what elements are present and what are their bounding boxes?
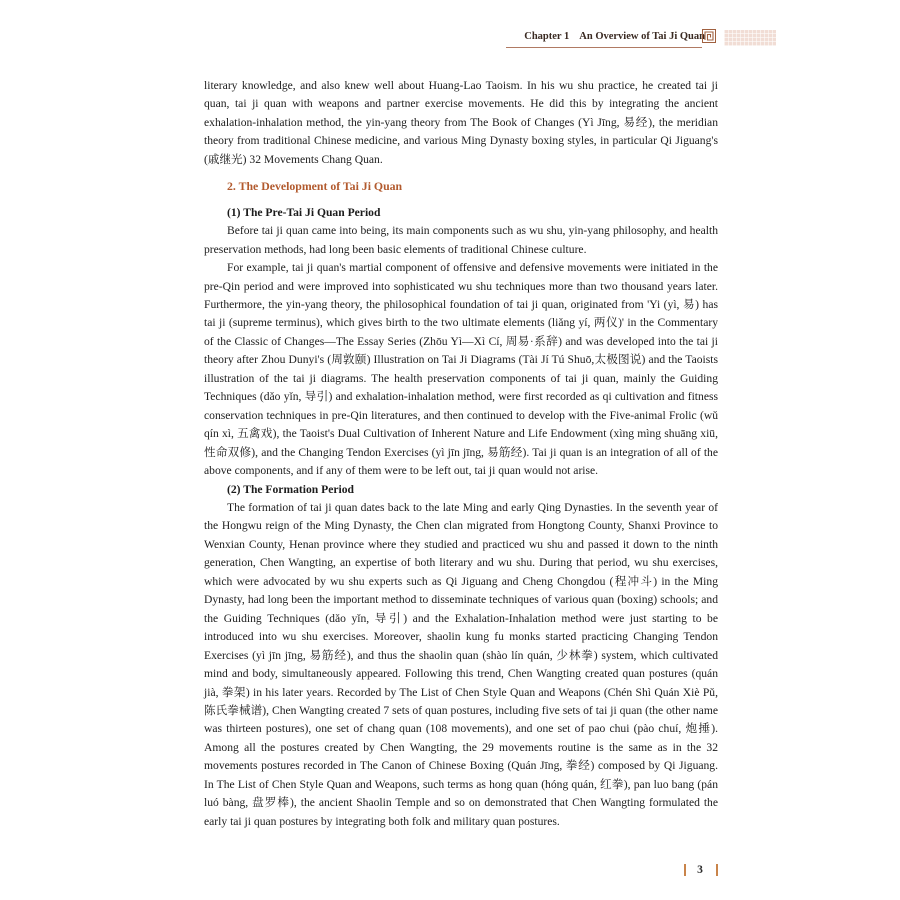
header-rule (506, 47, 702, 48)
subsection-heading-formation: (2) The Formation Period (227, 482, 354, 496)
paragraph-formation: The formation of tai ji quan dates back to the late Ming and early Qing Dynasties. In the seventh year of the Hongwu reign of the Ming Dynasty, the Chen clan migrated from Hongtong County, Shanxi Province to Wenxian County, Henan province where they studied and practiced wu shu and passed it down to the ninth generation, Chen Wangting, an expertise of both literary and wu shu. During that period, wu shu exercises, which were advocated by wu shu experts such as Qi Jiguang and Cheng Chongdou (程冲斗) in the Ming Dynasty, had long been the important method to disseminate techniques of various quan (boxing) schools; and the Guiding Techniques (dǎo yǐn, 导引) and the Exhalation-Inhalation method were just starting to be introduced into wu shu exercises. Moreover, shaolin kung fu monks started practicing Changing Tendon Exercises (yì jīn jīng, 易筋经), and thus the shaolin quan (shào lín quán, 少林拳) system, which cultivated mind and body, simultaneously appeared. Following this trend, Chen Wangting created quan postures (quán jià, 拳架) in his later years. Recorded by The List of Chen Style Quan and Weapons (Chén Shì Quán Xiè Pǔ, 陈氏拳械谱), Chen Wangting created 7 sets of quan postures, including five sets of tai ji quan (the other name was thirteen postures), one set of chang quan (108 movements), and one set of pao chui (pào chuí, 炮捶). Among all the postures created by Chen Wangting, the 29 movements routine is the same as in the 32 movements postures recorded in The Canon of Chinese Boxing (Quán Jīng, 拳经) composed by Qi Jiguang. In The List of Chen Style Quan and Weapons, such terms as hong quan (hóng quán, 红拳), pan luo bang (pán luó bàng, 盘罗棒), the ancient Shaolin Temple and so on demonstrated that Chen Wangting formulated the early tai ji quan postures by integrating both folk and military quan postures. (204, 500, 718, 828)
page-number: 3 (697, 864, 703, 876)
fret-icon (702, 29, 716, 43)
section-heading: 2. The Development of Tai Ji Quan (227, 179, 403, 194)
chapter-title: An Overview of Tai Ji Quan (579, 31, 705, 42)
running-header (0, 31, 705, 43)
chapter-number: Chapter 1 (524, 31, 570, 42)
folio-bar-right (716, 864, 718, 876)
subsection-heading-pre-period: (1) The Pre-Tai Ji Quan Period (227, 205, 381, 219)
main-text (204, 77, 718, 831)
paragraph-pre-period-1: Before tai ji quan came into being, its main components such as wu shu, yin-yang philosophy, and health preservation methods, had long been basic elements of traditional Chinese culture. (204, 224, 718, 256)
intro-paragraph: literary knowledge, and also knew well about Huang-Lao Taoism. In his wu shu practice, he created tai ji quan, tai ji quan with weapons and partner exercise movements. He did this by integrating the ancient exhalation-inhalation method, the yin-yang theory from The Book of Changes (Yì Jīng, 易经), the meridian theory from traditional Chinese medicine, and various Ming Dynasty boxing styles, in particular Qi Jiguang's (戚继光) 32 Movements Chang Quan. (204, 79, 718, 166)
ornament-band (724, 30, 776, 46)
paragraph-pre-period-2: For example, tai ji quan's martial component of offensive and defensive movements were initiated in the pre-Qin period and were improved into sophisticated wu shu techniques more than two thousand years later. Furthermore, the yin-yang theory, the philosophical foundation of tai ji quan, originated from 'Yi (yì, 易) has tai ji (supreme terminus), which gives birth to the two ultimate elements (liǎng yí, 两仪)' in the Commentary of the Classic of Changes—The Essay Series (Zhōu Yì—Xì Cí, 周易·系辞) and was developed into the tai ji theory after Zhou Dunyi's (周敦颐) Illustration on Tai Ji Diagrams (Tài Jí Tú Shuō,太极图说) and the Taoists illustration of the tai ji diagrams. The health preservation components of tai ji quan, mainly the Guiding Techniques (dǎo yǐn, 导引) and exhalation-inhalation method, were first recorded as qi cultivation and fitness conservation techniques in pre-Qin literatures, and then continued to develop with the Five-animal Frolic (wǔ qín xì, 五禽戏), the Taoist's Dual Cultivation of Inherent Nature and Life Endowment (xìng mìng shuāng xiū, 性命双修), and the Changing Tendon Exercises (yì jīn jīng, 易筋经). Tai ji quan is an integration of all of the above components, and if any of them were to be left out, tai ji quan would not arise. (204, 261, 718, 478)
